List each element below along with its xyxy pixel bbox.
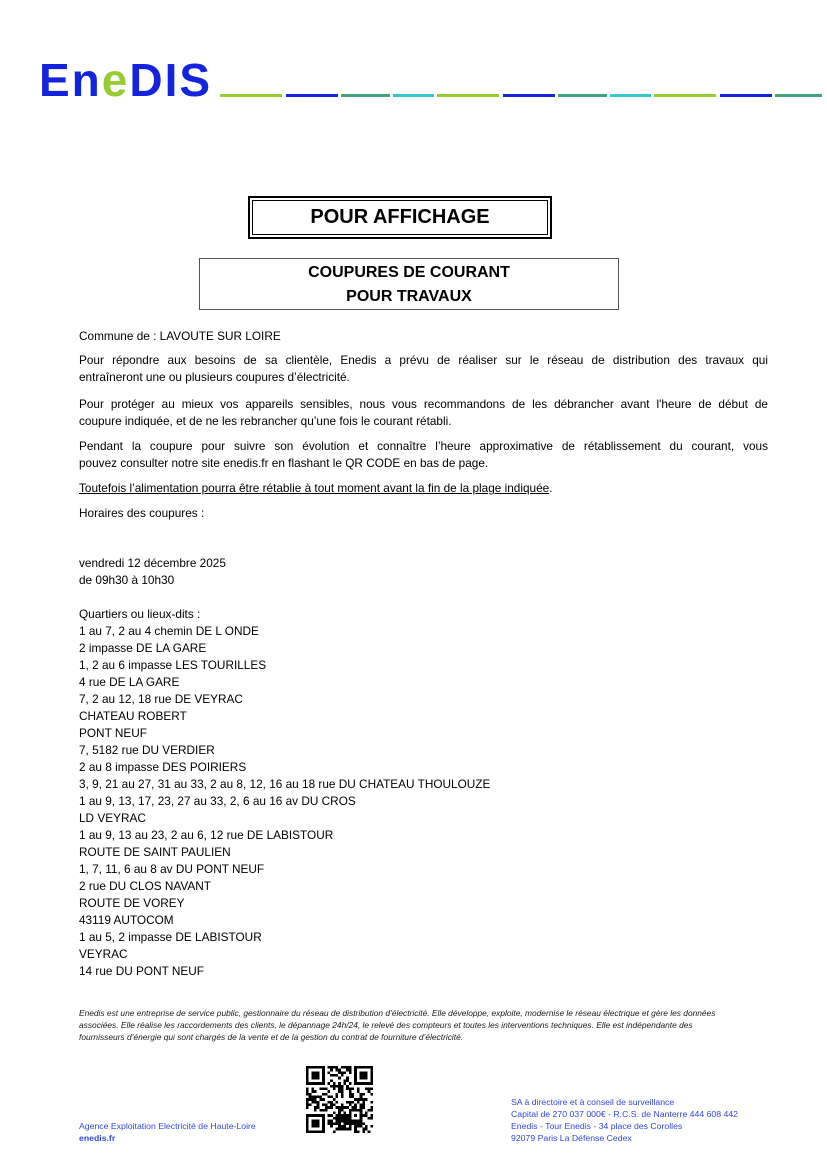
paragraph-line: Pour répondre aux besoins de sa clientèle, Enedis a prévu de réaliser sur le réseau de distribution des travaux qui	[79, 353, 768, 367]
logo-text-part: En	[39, 54, 102, 106]
legal-line: fournisseurs d’énergie qui sont chargés de la vente et de la gestion du contrat de fourniture d’électricité.	[79, 1032, 464, 1042]
company-line: Enedis - Tour Enedis - 34 place des Corolles	[511, 1121, 683, 1131]
quartier-item: 4 rue DE LA GARE	[79, 675, 180, 689]
intro-paragraph	[79, 438, 768, 472]
agency-name: Agence Exploitation Electricité de Haute-Loire	[79, 1121, 256, 1131]
paragraph-line: entraîneront une ou plusieurs coupures d’électricité.	[79, 370, 350, 384]
legal-notice	[79, 1007, 715, 1043]
schedule	[79, 555, 768, 589]
website-link[interactable]: enedis.fr	[79, 1133, 116, 1143]
commune-text: Commune de : LAVOUTE SUR LOIRE	[79, 329, 281, 343]
qr-code	[306, 1066, 373, 1133]
company-line: 92079 Paris La Défense Cedex	[511, 1133, 632, 1143]
enedis-logo	[39, 54, 213, 106]
quartier-item: CHATEAU ROBERT	[79, 709, 187, 723]
quartier-item: 1 au 9, 13, 17, 23, 27 au 33, 2, 6 au 16 av DU CROS	[79, 794, 356, 808]
company-info	[511, 1096, 738, 1144]
agency-block	[79, 1120, 256, 1144]
schedule-date: vendredi 12 décembre 2025	[79, 556, 226, 570]
quartier-item: PONT NEUF	[79, 726, 147, 740]
brand-rule-divider	[220, 94, 822, 97]
quartier-item: 1, 2 au 6 impasse LES TOURILLES	[79, 658, 267, 672]
paragraph-line: Pendant la coupure pour suivre son évolution et connaître l’heure approximative de rétablissement du courant, vous	[79, 439, 768, 453]
notice-title-line: COUPURES DE COURANT	[308, 264, 510, 281]
logo-text-part: DIS	[129, 54, 213, 106]
notice-title-box	[199, 258, 619, 310]
schedule-time: de 09h30 à 10h30	[79, 573, 175, 587]
qr-code-modules	[306, 1066, 373, 1133]
quartiers-label	[79, 606, 768, 623]
intro-paragraph	[79, 352, 768, 386]
quartiers-label-text: Quartiers ou lieux-dits :	[79, 607, 201, 621]
quartier-item: ROUTE DE SAINT PAULIEN	[79, 845, 231, 859]
affichage-box	[248, 196, 552, 239]
paragraph-line: Pour protéger au mieux vos appareils sensibles, nous vous recommandons de les débrancher avant l'heure de début de	[79, 397, 768, 411]
quartier-item: 2 impasse DE LA GARE	[79, 641, 207, 655]
affichage-title: POUR AFFICHAGE	[252, 200, 548, 235]
quartier-item: 1, 7, 11, 6 au 8 av DU PONT NEUF	[79, 862, 265, 876]
quartier-item: 3, 9, 21 au 27, 31 au 33, 2 au 8, 12, 16 au 18 rue DU CHATEAU THOULOUZE	[79, 777, 491, 791]
warning-text: Toutefois l’alimentation pourra être rétablie à tout moment avant la fin de la plage indiquée	[79, 481, 550, 495]
quartier-item: 7, 2 au 12, 18 rue DE VEYRAC	[79, 692, 243, 706]
quartier-item: 1 au 9, 13 au 23, 2 au 6, 12 rue DE LABISTOUR	[79, 828, 334, 842]
quartier-item: LD VEYRAC	[79, 811, 146, 825]
quartier-item: 2 au 8 impasse DES POIRIERS	[79, 760, 247, 774]
legal-line: Enedis est une entreprise de service public, gestionnaire du réseau de distribution d’électricité. Elle développe, exploite, modernise le réseau électrique et gère les données	[79, 1008, 716, 1018]
intro-paragraph	[79, 396, 768, 430]
quartier-item: 2 rue DU CLOS NAVANT	[79, 879, 211, 893]
horaires-label-text: Horaires des coupures :	[79, 506, 205, 520]
notice-title-line: POUR TRAVAUX	[346, 288, 472, 305]
quartier-item: 1 au 5, 2 impasse DE LABISTOUR	[79, 930, 262, 944]
horaires-label	[79, 505, 768, 522]
logo-text-part: e	[101, 54, 130, 106]
commune-line	[79, 328, 768, 345]
quartier-item: VEYRAC	[79, 947, 128, 961]
quartier-item: 14 rue DU PONT NEUF	[79, 964, 204, 978]
quartiers-list	[79, 623, 768, 980]
company-line: Capital de 270 037 000€ - R.C.S. de Nanterre 444 608 442	[511, 1109, 738, 1119]
quartier-item: 1 au 7, 2 au 4 chemin DE L ONDE	[79, 624, 259, 638]
paragraph-line: pouvez consulter notre site enedis.fr en flashant le QR CODE en bas de page.	[79, 456, 489, 470]
quartier-item: 43119 AUTOCOM	[79, 913, 174, 927]
legal-line: associées. Elle réalise les raccordements des clients, le dépannage 24h/24, le relevé des compteurs et toutes les interventions techniques. Elle est indépendante des	[79, 1020, 693, 1030]
warning-line	[79, 480, 768, 497]
warning-period: .	[549, 481, 553, 495]
paragraph-line: coupure indiquée, et de ne les rebrancher qu’une fois le courant rétabli.	[79, 414, 452, 428]
quartier-item: ROUTE DE VOREY	[79, 896, 185, 910]
quartier-item: 7, 5182 rue DU VERDIER	[79, 743, 215, 757]
company-line: SA à directoire et à conseil de surveillance	[511, 1097, 675, 1107]
